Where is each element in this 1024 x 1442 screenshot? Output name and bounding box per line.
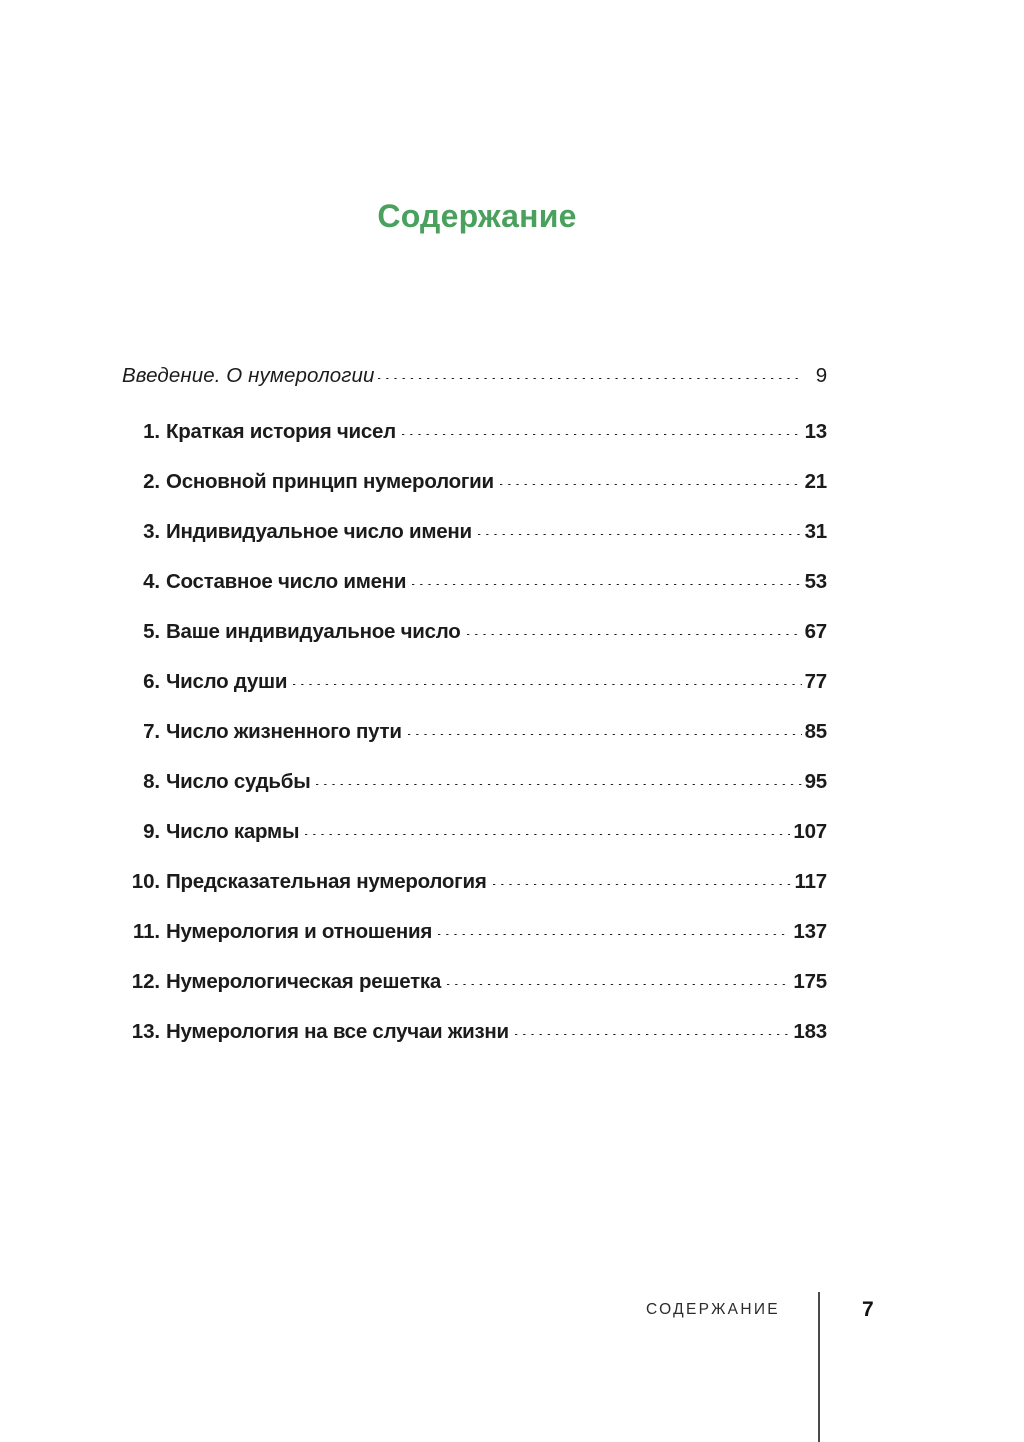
toc-dot-leader xyxy=(316,784,801,785)
toc-entry[interactable] xyxy=(120,718,827,768)
toc-entry[interactable] xyxy=(120,918,827,968)
page-title: Содержание xyxy=(377,198,577,235)
toc-entry[interactable] xyxy=(120,418,827,468)
toc-entry[interactable] xyxy=(120,618,827,668)
toc-entry-page-number: 117 xyxy=(794,870,827,893)
toc-entry[interactable] xyxy=(120,668,827,718)
toc-entry-page-number: 9 xyxy=(815,364,827,387)
toc-dot-leader xyxy=(500,484,802,485)
footer-divider xyxy=(818,1292,820,1442)
toc-entry-label: Нумерология и отношения xyxy=(166,920,433,943)
toc-dot-leader xyxy=(515,1034,790,1035)
toc-entry-number: 6. xyxy=(143,670,160,693)
toc-entry-number: 8. xyxy=(143,770,160,793)
toc-entry[interactable] xyxy=(120,968,827,1018)
toc-entry-page-number: 95 xyxy=(804,770,827,793)
toc-entry-number: 13. xyxy=(131,1020,160,1043)
toc-entry[interactable] xyxy=(120,1018,827,1068)
toc-dot-leader xyxy=(467,634,802,635)
toc-dot-leader xyxy=(478,534,802,535)
toc-entry-label: Число души xyxy=(166,670,288,693)
toc-entry[interactable] xyxy=(120,818,827,868)
toc-entry-page-number: 137 xyxy=(793,920,827,943)
toc-entry-page-number: 21 xyxy=(804,470,827,493)
toc-entry-number: 9. xyxy=(143,820,160,843)
toc-entry-page-number: 183 xyxy=(793,1020,827,1043)
toc-entry-number: 2. xyxy=(143,470,160,493)
toc-dot-leader xyxy=(447,984,790,985)
toc-dot-leader xyxy=(305,834,790,835)
toc-entry-label: Составное число имени xyxy=(166,570,407,593)
toc-entry-label: Нумерология на все случаи жизни xyxy=(166,1020,509,1043)
toc-entry-page-number: 53 xyxy=(804,570,827,593)
toc-entry-page-number: 85 xyxy=(804,720,827,743)
toc-entry-label: Введение. О нумерологии xyxy=(122,364,375,387)
page-footer xyxy=(0,1292,1024,1442)
toc-dot-leader xyxy=(493,884,792,885)
toc-entry-page-number: 31 xyxy=(804,520,827,543)
toc-entry[interactable] xyxy=(120,468,827,518)
toc-entry-label: Предсказательная нумерология xyxy=(166,870,487,893)
toc-entry-page-number: 77 xyxy=(804,670,827,693)
toc-dot-leader xyxy=(378,378,802,379)
toc-entry-label: Число судьбы xyxy=(166,770,311,793)
toc-entry-page-number: 107 xyxy=(793,820,827,843)
toc-entry-number: 10. xyxy=(131,870,160,893)
toc-entry-label: Основной принцип нумерологии xyxy=(166,470,494,493)
toc-list xyxy=(120,362,827,1068)
toc-dot-leader xyxy=(408,734,802,735)
toc-entry-number: 1. xyxy=(143,420,160,443)
toc-entry-label: Нумерологическая решетка xyxy=(166,970,442,993)
toc-entry[interactable] xyxy=(120,518,827,568)
footer-page-number: 7 xyxy=(862,1298,874,1321)
toc-entry-label: Число жизненного пути xyxy=(166,720,402,743)
toc-entry-number: 4. xyxy=(143,570,160,593)
toc-entry-number: 3. xyxy=(143,520,160,543)
toc-entry-page-number: 13 xyxy=(804,420,827,443)
toc-entry[interactable] xyxy=(120,768,827,818)
toc-entry-number: 5. xyxy=(143,620,160,643)
toc-entry-label: Индивидуальное число имени xyxy=(166,520,472,543)
toc-dot-leader xyxy=(438,934,790,935)
toc-dot-leader xyxy=(293,684,801,685)
toc-dot-leader xyxy=(402,434,802,435)
toc-entry[interactable] xyxy=(120,868,827,918)
toc-entry[interactable] xyxy=(120,362,827,418)
toc-entry-page-number: 67 xyxy=(804,620,827,643)
toc-entry-number: 12. xyxy=(131,970,160,993)
toc-entry-page-number: 175 xyxy=(793,970,827,993)
toc-entry[interactable] xyxy=(120,568,827,618)
toc-entry-label: Краткая история чисел xyxy=(166,420,396,443)
toc-entry-label: Ваше индивидуальное число xyxy=(166,620,461,643)
toc-entry-label: Число кармы xyxy=(166,820,300,843)
toc-entry-number: 7. xyxy=(143,720,160,743)
toc-dot-leader xyxy=(412,584,801,585)
footer-section-label: СОДЕРЖАНИЕ xyxy=(646,1301,780,1318)
toc-entry-number: 11. xyxy=(132,920,160,943)
